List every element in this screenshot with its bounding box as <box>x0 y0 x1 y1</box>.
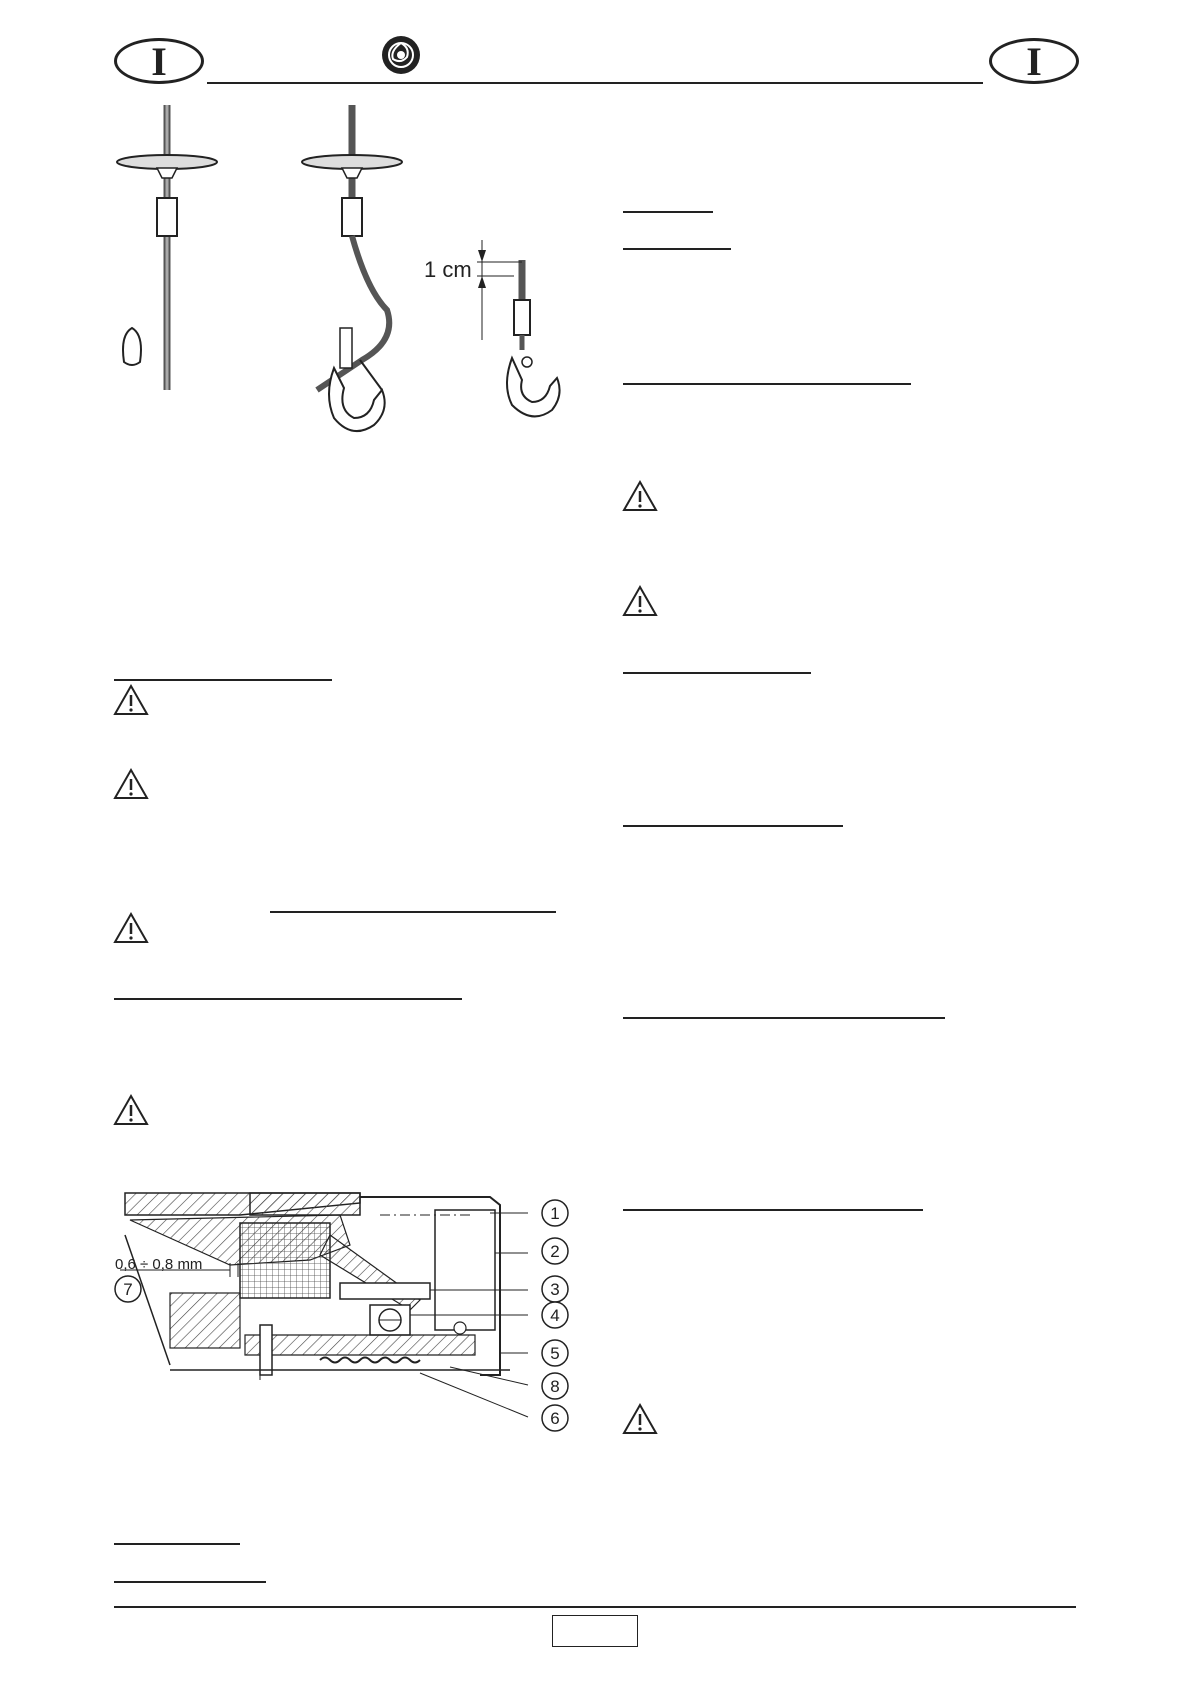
callout-7: 7 <box>123 1280 133 1299</box>
language-badge-left <box>114 38 204 84</box>
left-heading-underline-2 <box>270 911 556 913</box>
callout-8: 8 <box>550 1377 560 1396</box>
right-heading-underline-6 <box>623 1017 945 1019</box>
callout-1: 1 <box>550 1204 560 1223</box>
warning-triangle-icon <box>622 480 658 512</box>
rope-hook-illustration <box>112 100 582 450</box>
warning-triangle-icon <box>622 585 658 617</box>
right-heading-underline-7 <box>623 1209 923 1211</box>
callout-5: 5 <box>550 1344 560 1363</box>
warning-triangle-icon <box>113 912 149 944</box>
warning-triangle-icon <box>113 684 149 716</box>
footer-rule <box>114 1606 1076 1608</box>
warning-triangle-icon <box>622 1403 658 1435</box>
left-heading-underline-3 <box>114 998 462 1000</box>
brand-logo-icon <box>380 34 422 76</box>
clutch-section-drawing <box>110 1185 590 1435</box>
language-badge-right <box>989 38 1079 84</box>
left-heading-underline-5 <box>114 1581 266 1583</box>
left-heading-underline-1 <box>114 679 332 681</box>
right-heading-underline-5 <box>623 825 843 827</box>
header-rule <box>207 82 983 84</box>
page-number-box <box>552 1615 638 1647</box>
callout-2: 2 <box>550 1242 560 1261</box>
right-heading-underline-4 <box>623 672 811 674</box>
callout-4: 4 <box>550 1306 560 1325</box>
language-badge-right-label: I <box>1026 38 1042 84</box>
left-heading-underline-4 <box>114 1543 240 1545</box>
callout-3: 3 <box>550 1280 560 1299</box>
warning-triangle-icon <box>113 1094 149 1126</box>
callout-6: 6 <box>550 1409 560 1428</box>
language-badge-left-label: I <box>151 38 167 84</box>
right-heading-underline-1 <box>623 211 713 213</box>
right-heading-underline-2 <box>623 248 731 250</box>
warning-triangle-icon <box>113 768 149 800</box>
right-heading-underline-3 <box>623 383 911 385</box>
gap-dimension-label: 0,6 ÷ 0,8 mm <box>115 1256 203 1273</box>
dimension-label: 1 cm <box>424 257 472 282</box>
